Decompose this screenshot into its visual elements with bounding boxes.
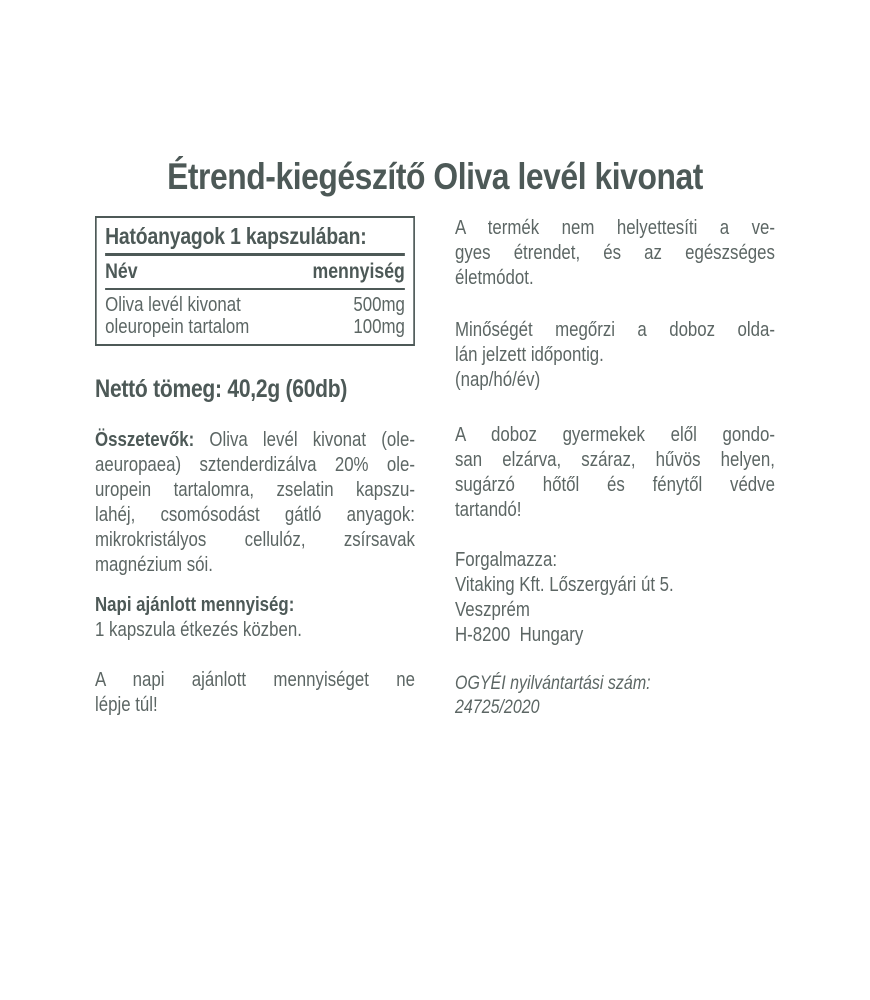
text-line: életmódot. — [455, 267, 534, 289]
registration-number-block — [455, 672, 775, 720]
text-line: lépje túl! — [95, 694, 158, 716]
table-column-header-row — [105, 260, 405, 284]
ingredients-paragraph — [95, 428, 415, 578]
substitute-paragraph — [455, 216, 775, 291]
text-line: gyes étrendet, és az egészséges — [455, 242, 775, 264]
page-title: Étrend-kiegészítő Oliva levél kivonat — [167, 156, 703, 197]
text-line: A napi ajánlott mennyiséget ne — [95, 669, 415, 691]
ingredients-label: Összetevők: — [95, 429, 195, 451]
text-line: sugárzó hőtől és fénytől védve — [455, 474, 775, 496]
text-line: san elzárva, száraz, hűvös helyen, — [455, 449, 775, 471]
ingredients-first-line-rest: Oliva levél kivonat (ole- — [194, 429, 415, 451]
table-separator-thin — [105, 288, 405, 290]
text-line: Veszprém — [455, 599, 530, 621]
ingredients-last-line: magnézium sói. — [95, 554, 213, 576]
text-line: lahéj, csomósodást gátló anyagok: — [95, 504, 415, 526]
text-line: tartandó! — [455, 499, 522, 521]
daily-dose-heading: Napi ajánlott mennyiség: — [95, 594, 295, 616]
text-line: uropein tartalomra, zselatin kapszu- — [95, 479, 415, 501]
text-line: mikrokristályos cellulóz, zsírsavak — [95, 529, 415, 551]
quality-paragraph — [455, 318, 775, 368]
table-row — [105, 294, 405, 316]
text-line: Vitaking Kft. Lőszergyári út 5. — [455, 574, 674, 596]
text-line: 24725/2020 — [455, 697, 540, 718]
left-column — [95, 216, 415, 720]
storage-paragraph — [455, 423, 775, 523]
column-header-amount: mennyiség — [312, 260, 405, 283]
right-column — [455, 216, 775, 720]
text-line: aeuropaea) sztenderdizálva 20% ole- — [95, 454, 415, 476]
active-ingredients-table — [95, 216, 415, 346]
daily-dose-text: 1 kapszula étkezés közben. — [95, 619, 302, 641]
ingredient-name: oleuropein tartalom — [105, 316, 250, 338]
table-header: Hatóanyagok 1 kapszulában: — [105, 223, 367, 249]
table-separator-thick — [105, 253, 405, 256]
ingredients-middle-lines — [95, 453, 415, 553]
warning-paragraph — [95, 668, 415, 718]
text-line: A doboz gyermekek elől gondo- — [455, 424, 775, 446]
ingredient-amount: 100mg — [353, 316, 405, 338]
date-format-note: (nap/hó/év) — [455, 369, 541, 391]
column-header-name: Név — [105, 260, 138, 283]
text-line: Minőségét megőrzi a doboz olda- — [455, 319, 775, 341]
text-line: lán jelzett időpontig. — [455, 344, 604, 366]
text-line: Forgalmazza: — [455, 549, 558, 571]
text-line: H-8200 Hungary — [455, 624, 584, 646]
distributor-block — [455, 548, 775, 648]
left-column-content — [95, 216, 415, 718]
label-columns — [95, 216, 775, 720]
text-line: OGYÉI nyilvántartási szám: — [455, 673, 651, 694]
ingredients-first-line — [95, 428, 415, 453]
net-weight: Nettó tömeg: 40,2g (60db) — [95, 375, 348, 403]
table-row — [105, 316, 405, 338]
right-column-content — [455, 216, 775, 720]
text-line: A termék nem helyettesíti a ve- — [455, 217, 775, 239]
ingredient-name: Oliva levél kivonat — [105, 294, 241, 316]
ingredient-amount: 500mg — [353, 294, 405, 316]
